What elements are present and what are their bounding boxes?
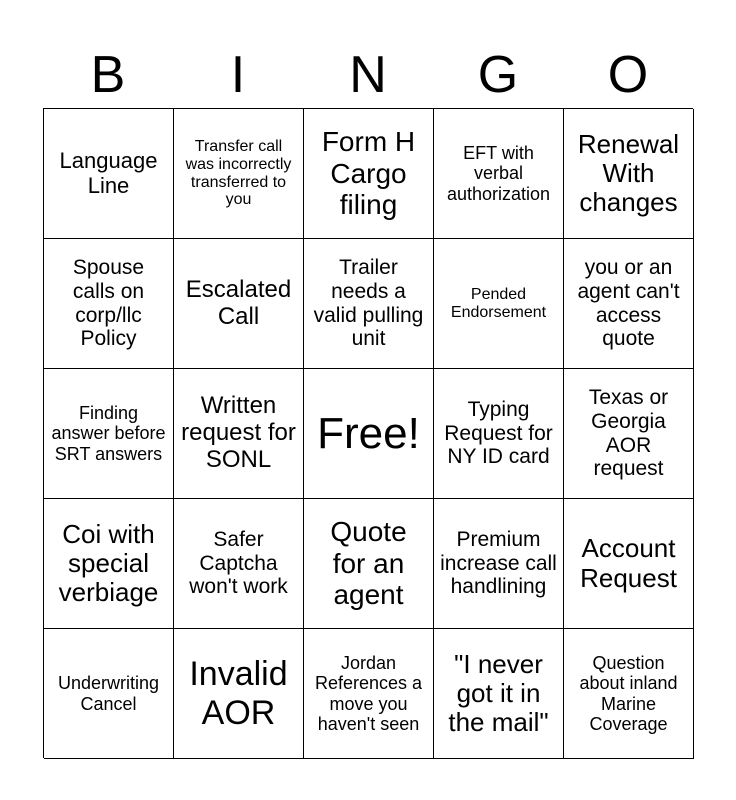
cell-label: EFT with verbal authorization <box>446 143 551 204</box>
bingo-cell-r4c5[interactable] <box>564 499 694 629</box>
bingo-cell-r3c3[interactable] <box>304 369 434 499</box>
header-letter-g: G <box>477 46 519 104</box>
cell-label: Invalid AOR <box>189 655 288 732</box>
bingo-cell-r4c1[interactable] <box>44 499 174 629</box>
cell-label: Language Line <box>59 147 158 198</box>
cell-label: Escalated Call <box>185 275 292 330</box>
cell-label: Jordan References a move you haven't seen <box>314 653 423 734</box>
bingo-board <box>43 108 693 758</box>
bingo-cell-r3c2[interactable] <box>174 369 304 499</box>
header-letter-b: B <box>90 46 126 104</box>
cell-label: Finding answer before SRT answers <box>51 403 166 464</box>
cell-label: Premium increase call handlining <box>440 528 557 599</box>
bingo-header <box>43 44 693 106</box>
cell-label: Transfer call was incorrectly transferred to you <box>185 137 292 209</box>
cell-label: Coi with special verbiage <box>58 518 159 608</box>
header-letter-n: N <box>349 46 387 104</box>
bingo-cell-r2c4[interactable] <box>434 239 564 369</box>
cell-label: Underwriting Cancel <box>57 673 160 714</box>
bingo-cell-r4c4[interactable] <box>434 499 564 629</box>
cell-label: Typing Request for NY ID card <box>444 398 553 469</box>
cell-label: Quote for an agent <box>330 516 407 611</box>
bingo-cell-r2c5[interactable] <box>564 239 694 369</box>
bingo-cell-r5c1[interactable] <box>44 629 174 759</box>
bingo-cell-r4c3[interactable] <box>304 499 434 629</box>
bingo-cell-r1c1[interactable] <box>44 109 174 239</box>
header-letter-o: O <box>607 46 649 104</box>
bingo-cell-r1c4[interactable] <box>434 109 564 239</box>
bingo-cell-r1c2[interactable] <box>174 109 304 239</box>
bingo-cell-r2c2[interactable] <box>174 239 304 369</box>
cell-label: you or an agent can't access quote <box>577 256 680 351</box>
cell-label: Free! <box>317 408 420 458</box>
cell-label: Texas or Georgia AOR request <box>588 386 669 481</box>
bingo-cell-r1c3[interactable] <box>304 109 434 239</box>
cell-label: Spouse calls on corp/llc Policy <box>72 256 145 351</box>
header-letter-i: I <box>230 46 246 104</box>
cell-label: Account Request <box>580 533 677 593</box>
bingo-cell-r3c5[interactable] <box>564 369 694 499</box>
cell-label: Pended Endorsement <box>450 285 547 321</box>
bingo-cell-r2c1[interactable] <box>44 239 174 369</box>
bingo-cell-r3c1[interactable] <box>44 369 174 499</box>
bingo-cell-r5c3[interactable] <box>304 629 434 759</box>
bingo-cell-r3c4[interactable] <box>434 369 564 499</box>
cell-label: Safer Captcha won't work <box>189 528 288 599</box>
bingo-cell-r5c4[interactable] <box>434 629 564 759</box>
cell-label: Form H Cargo filing <box>321 126 416 221</box>
cell-label: Trailer needs a valid pulling unit <box>313 256 424 351</box>
cell-label: Question about inland Marine Coverage <box>579 653 678 734</box>
bingo-cell-r5c2[interactable] <box>174 629 304 759</box>
cell-label: Renewal With changes <box>577 128 680 218</box>
bingo-cell-r4c2[interactable] <box>174 499 304 629</box>
cell-label: "I never got it in the mail" <box>448 648 549 738</box>
cell-label: Written request for SONL <box>181 392 296 473</box>
bingo-cell-r1c5[interactable] <box>564 109 694 239</box>
bingo-cell-r2c3[interactable] <box>304 239 434 369</box>
bingo-cell-r5c5[interactable] <box>564 629 694 759</box>
